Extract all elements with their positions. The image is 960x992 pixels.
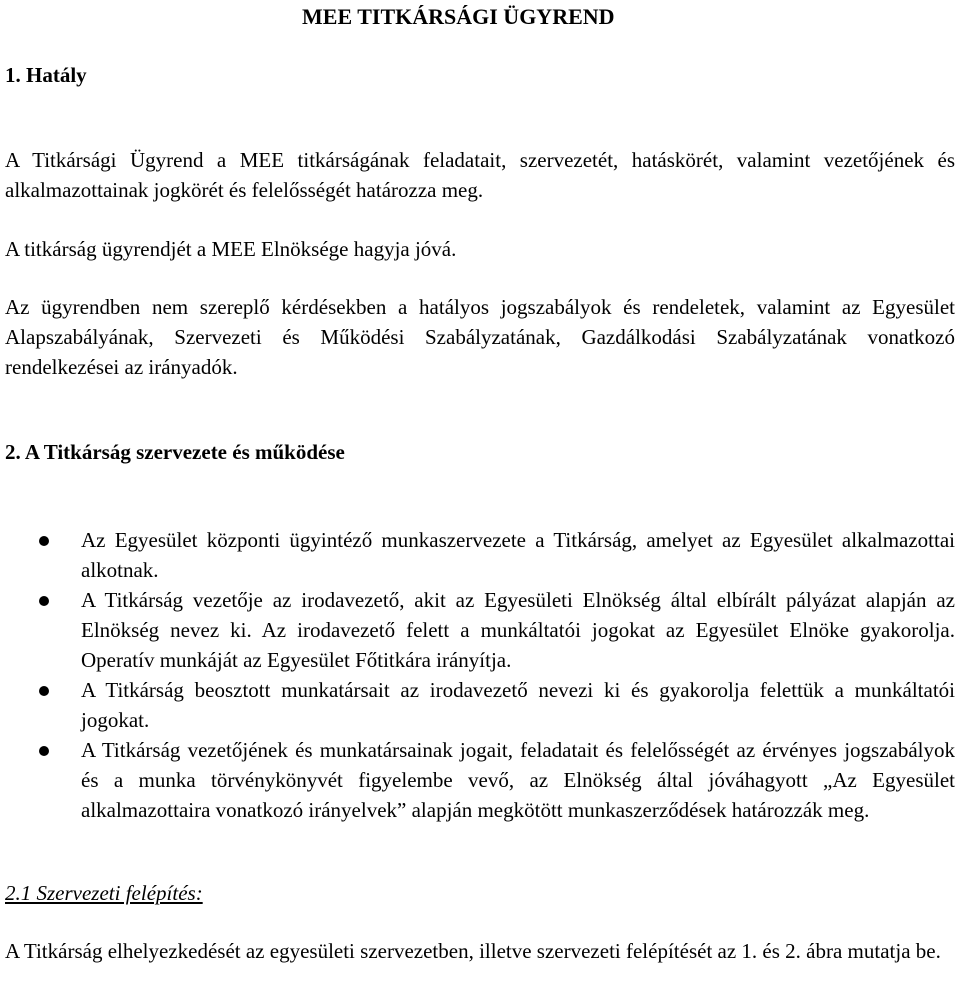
section-1-heading: 1. Hatály (5, 63, 87, 87)
bullet-item (0, 675, 955, 735)
bullet-text: Az Egyesület központi ügyintéző munkaszervezete a Titkárság, amelyet az Egyesület alkalmazottai alkotnak. (81, 528, 955, 582)
bullet-dot-icon (39, 596, 49, 606)
section-2-1-heading: 2.1 Szervezeti felépítés: (5, 881, 203, 905)
bullet-text: A Titkárság vezetőjének és munkatársainak jogait, feladatait és felelősségét az érvényes jogszabályok és a munka törvénykönyvét figyelembe vevő, az Elnökség által jóváhagyott „Az Egyesület alkalmazottaira vonatkozó irányelvek” alapján megkötött munkaszerződések határozzák meg. (81, 738, 955, 822)
bullet-item (0, 525, 955, 585)
section-1-paragraph-2: A titkárság ügyrendjét a MEE Elnöksége hagyja jóvá. (5, 237, 457, 261)
bullet-text: A Titkárság beosztott munkatársait az irodavezető nevezi ki és gyakorolja felettük a munkáltatói jogokat. (81, 678, 955, 732)
bullet-dot-icon (39, 536, 49, 546)
bullet-text: A Titkárság vezetője az irodavezető, akit az Egyesületi Elnökség által elbírált pályázat alapján az Elnökség nevez ki. Az irodavezető felett a munkáltatói jogokat az Egyesület Elnöke gyakorolja. Operatív munkáját az Egyesület Főtitkára irányítja. (81, 588, 955, 672)
bullet-item (0, 735, 955, 825)
bullet-item (0, 585, 955, 675)
document-title: MEE TITKÁRSÁGI ÜGYREND (302, 4, 615, 29)
bullet-dot-icon (39, 746, 49, 756)
section-2-bullet-list (0, 525, 960, 825)
bullet-dot-icon (39, 686, 49, 696)
section-1-paragraph-1: A Titkársági Ügyrend a MEE titkárságának feladatait, szervezetét, hatáskörét, valamint vezetőjének és alkalmazottainak jogkörét és felelősségét határozza meg. (5, 148, 955, 202)
section-2-heading: 2. A Titkárság szervezete és működése (5, 440, 345, 464)
section-2-1-paragraph: A Titkárság elhelyezkedését az egyesületi szervezetben, illetve szervezeti felépítését az 1. és 2. ábra mutatja be. (5, 939, 941, 963)
section-1-paragraph-3: Az ügyrendben nem szereplő kérdésekben a hatályos jogszabályok és rendeletek, valamint az Egyesület Alapszabályának, Szervezeti és Működési Szabályzatának, Gazdálkodási Szabályzatának vonatkozó rendelkezései az irányadók. (5, 295, 955, 379)
